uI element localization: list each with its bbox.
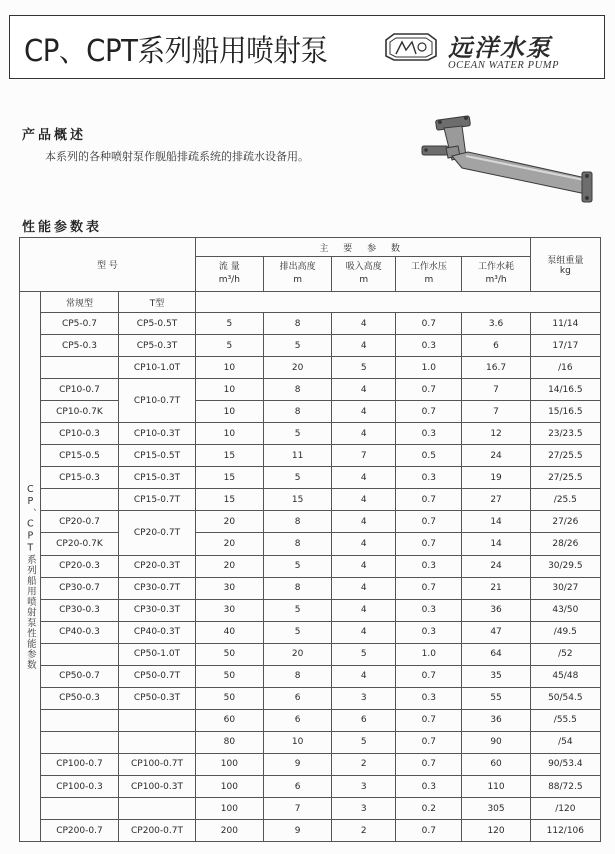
cell-regular-model: CP40-0.3 — [40, 621, 119, 643]
cell-head: 6 — [263, 709, 331, 731]
cell-head: 10 — [263, 731, 331, 753]
cell-flow: 30 — [195, 599, 263, 621]
cell-suction: 3 — [332, 798, 396, 820]
cell-pressure: 0.7 — [396, 533, 462, 555]
cell-head: 5 — [263, 621, 331, 643]
cell-water-consumption: 16.7 — [462, 357, 530, 379]
cell-t-model: CP100-0.7T — [119, 753, 196, 775]
table-row — [20, 665, 601, 687]
suction-header — [332, 257, 396, 292]
cell-head: 6 — [263, 687, 331, 709]
table-row — [20, 533, 601, 555]
cell-t-model: CP200-0.7T — [119, 820, 196, 842]
cell-suction: 3 — [332, 775, 396, 797]
cell-t-model: CP100-0.3T — [119, 775, 196, 797]
cell-weight: 23/23.5 — [530, 423, 600, 445]
cell-suction: 4 — [332, 555, 396, 577]
cell-t-model — [119, 709, 196, 731]
table-row — [20, 423, 601, 445]
cell-weight: 112/106 — [530, 820, 600, 842]
cell-t-model: CP10-1.0T — [119, 357, 196, 379]
cell-flow: 100 — [195, 798, 263, 820]
cell-suction: 4 — [332, 313, 396, 335]
cell-t-model: CP15-0.7T — [119, 489, 196, 511]
cell-weight: 45/48 — [530, 665, 600, 687]
cell-pressure: 0.5 — [396, 445, 462, 467]
cell-regular-model: CP10-0.3 — [40, 423, 119, 445]
cell-suction: 5 — [332, 731, 396, 753]
cell-head: 8 — [263, 313, 331, 335]
flow-header — [195, 257, 263, 292]
cell-water-consumption: 110 — [462, 775, 530, 797]
regular-type-header: 常规型 — [40, 292, 119, 313]
cell-t-model: CP10-0.3T — [119, 423, 196, 445]
cell-regular-model: CP5-0.3 — [40, 335, 119, 357]
cell-pressure: 0.7 — [396, 709, 462, 731]
cell-pressure: 0.3 — [396, 555, 462, 577]
table-row — [20, 511, 601, 533]
cell-pressure: 0.2 — [396, 798, 462, 820]
cell-head: 8 — [263, 665, 331, 687]
cell-weight: 30/27 — [530, 577, 600, 599]
cell-suction: 4 — [332, 335, 396, 357]
table-row — [20, 798, 601, 820]
cell-water-consumption: 64 — [462, 643, 530, 665]
table-row — [20, 401, 601, 423]
cell-regular-model: CP20-0.3 — [40, 555, 119, 577]
cell-flow: 100 — [195, 775, 263, 797]
cell-weight: 27/25.5 — [530, 467, 600, 489]
cell-head: 8 — [263, 401, 331, 423]
cell-regular-model — [40, 643, 119, 665]
cell-water-consumption: 7 — [462, 379, 530, 401]
cell-water-consumption: 7 — [462, 401, 530, 423]
cell-flow: 60 — [195, 709, 263, 731]
cell-suction: 4 — [332, 665, 396, 687]
suction-header-unit: m — [359, 275, 369, 285]
cell-t-model — [119, 731, 196, 753]
cell-water-consumption: 27 — [462, 489, 530, 511]
cell-suction: 2 — [332, 753, 396, 775]
cell-suction: 4 — [332, 599, 396, 621]
cell-water-consumption: 35 — [462, 665, 530, 687]
cell-water-consumption: 3.6 — [462, 313, 530, 335]
cell-flow: 200 — [195, 820, 263, 842]
cell-weight: 27/25.5 — [530, 445, 600, 467]
brand-name-en: OCEAN WATER PUMP — [448, 60, 560, 71]
table-row — [20, 599, 601, 621]
ejector-pump-illustration — [418, 112, 608, 212]
head-header-label: 排出高度 — [279, 262, 316, 272]
cell-flow: 15 — [195, 467, 263, 489]
cell-flow: 10 — [195, 423, 263, 445]
cell-regular-model — [40, 798, 119, 820]
cell-water-consumption: 19 — [462, 467, 530, 489]
cell-flow: 40 — [195, 621, 263, 643]
cell-pressure: 0.3 — [396, 775, 462, 797]
cell-flow: 10 — [195, 401, 263, 423]
cell-t-model: CP50-1.0T — [119, 643, 196, 665]
cell-suction: 4 — [332, 511, 396, 533]
weight-header — [530, 238, 600, 292]
cell-flow: 10 — [195, 357, 263, 379]
cell-flow: 50 — [195, 687, 263, 709]
table-row — [20, 709, 601, 731]
cell-t-model: CP20-0.3T — [119, 555, 196, 577]
cell-pressure: 0.3 — [396, 621, 462, 643]
pressure-header — [396, 257, 462, 292]
cell-water-consumption: 90 — [462, 731, 530, 753]
cell-regular-model: CP50-0.3 — [40, 687, 119, 709]
t-type-header: T型 — [119, 292, 196, 313]
cell-pressure: 0.7 — [396, 379, 462, 401]
cell-suction: 4 — [332, 577, 396, 599]
cell-pressure: 0.3 — [396, 423, 462, 445]
cell-pressure: 0.7 — [396, 753, 462, 775]
cell-water-consumption: 120 — [462, 820, 530, 842]
sidebar-top-cell — [20, 292, 41, 313]
weight-header-unit: kg — [559, 266, 571, 276]
cell-t-model — [119, 798, 196, 820]
cell-regular-model: CP20-0.7 — [40, 511, 119, 533]
cell-weight: 90/53.4 — [530, 753, 600, 775]
pressure-header-label: 工作水压 — [410, 262, 447, 272]
cell-water-consumption: 36 — [462, 599, 530, 621]
cell-flow: 20 — [195, 533, 263, 555]
cell-flow: 80 — [195, 731, 263, 753]
cell-water-consumption: 305 — [462, 798, 530, 820]
cell-suction: 7 — [332, 445, 396, 467]
table-row — [20, 731, 601, 753]
table-sidebar-text: CP、CPT系列船用喷射泵性能参数 — [24, 483, 36, 670]
cell-regular-model — [40, 489, 119, 511]
cell-pressure: 0.3 — [396, 599, 462, 621]
main-params-header: 主 要 参 数 — [195, 238, 530, 257]
water-header-unit: m³/h — [485, 275, 507, 285]
cell-regular-model: CP5-0.7 — [40, 313, 119, 335]
cell-pressure: 0.3 — [396, 467, 462, 489]
cell-weight: /49.5 — [530, 621, 600, 643]
cell-weight: /16 — [530, 357, 600, 379]
cell-suction: 4 — [332, 621, 396, 643]
cell-flow: 30 — [195, 577, 263, 599]
cell-head: 11 — [263, 445, 331, 467]
cell-weight: 15/16.5 — [530, 401, 600, 423]
cell-weight: /120 — [530, 798, 600, 820]
cell-suction: 4 — [332, 533, 396, 555]
cell-weight: 88/72.5 — [530, 775, 600, 797]
cell-suction: 4 — [332, 401, 396, 423]
cell-flow: 50 — [195, 643, 263, 665]
cell-pressure: 0.7 — [396, 313, 462, 335]
overview-text: 本系列的各种喷射泵作舰船排疏系统的排疏水设备用。 — [45, 150, 309, 163]
cell-suction: 4 — [332, 379, 396, 401]
cell-t-model: CP15-0.3T — [119, 467, 196, 489]
cell-weight: 43/50 — [530, 599, 600, 621]
cell-weight: /52 — [530, 643, 600, 665]
cell-t-model: CP30-0.7T — [119, 577, 196, 599]
table-row — [20, 643, 601, 665]
cell-t-model: CP30-0.3T — [119, 599, 196, 621]
overview-heading: 产品概述 — [22, 128, 87, 143]
cell-regular-model: CP10-0.7K — [40, 401, 119, 423]
cell-suction: 2 — [332, 820, 396, 842]
cell-head: 20 — [263, 643, 331, 665]
cell-head: 5 — [263, 423, 331, 445]
brand-name-cn: 远洋水泵 — [448, 33, 552, 62]
cell-pressure: 0.7 — [396, 665, 462, 687]
water-header-label: 工作水耗 — [478, 262, 515, 272]
cell-flow: 50 — [195, 665, 263, 687]
cell-regular-model: CP30-0.3 — [40, 599, 119, 621]
cell-pressure: 1.0 — [396, 643, 462, 665]
cell-head: 5 — [263, 555, 331, 577]
table-row — [20, 489, 601, 511]
cell-head: 5 — [263, 467, 331, 489]
flow-header-label: 流 量 — [218, 262, 240, 272]
cell-regular-model: CP10-0.7 — [40, 379, 119, 401]
cell-suction: 5 — [332, 643, 396, 665]
cell-weight: 11/14 — [530, 313, 600, 335]
cell-head: 8 — [263, 533, 331, 555]
cell-weight: 28/26 — [530, 533, 600, 555]
cell-t-model: CP10-0.7T — [119, 379, 196, 423]
cell-pressure: 0.7 — [396, 731, 462, 753]
cell-head: 7 — [263, 798, 331, 820]
cell-flow: 10 — [195, 379, 263, 401]
cell-regular-model — [40, 709, 119, 731]
table-sidebar-label — [20, 313, 41, 842]
cell-head: 8 — [263, 577, 331, 599]
cell-regular-model — [40, 731, 119, 753]
cell-water-consumption: 6 — [462, 335, 530, 357]
cell-regular-model: CP15-0.5 — [40, 445, 119, 467]
head-header-unit: m — [293, 275, 302, 285]
cell-water-consumption: 24 — [462, 445, 530, 467]
cell-weight: /54 — [530, 731, 600, 753]
cell-pressure: 0.3 — [396, 335, 462, 357]
cell-head: 6 — [263, 775, 331, 797]
cell-suction: 4 — [332, 489, 396, 511]
cell-weight: 27/26 — [530, 511, 600, 533]
cell-t-model: CP50-0.3T — [119, 687, 196, 709]
cell-flow: 20 — [195, 511, 263, 533]
cell-pressure: 0.3 — [396, 687, 462, 709]
cell-pressure: 0.7 — [396, 401, 462, 423]
cell-water-consumption: 21 — [462, 577, 530, 599]
cell-weight: /25.5 — [530, 489, 600, 511]
company-logo-emblem — [382, 30, 440, 64]
cell-water-consumption: 24 — [462, 555, 530, 577]
cell-head: 5 — [263, 599, 331, 621]
cell-flow: 100 — [195, 753, 263, 775]
cell-suction: 5 — [332, 357, 396, 379]
cell-flow: 20 — [195, 555, 263, 577]
cell-water-consumption: 60 — [462, 753, 530, 775]
cell-suction: 4 — [332, 423, 396, 445]
table-row — [20, 820, 601, 842]
page-header — [9, 15, 605, 79]
cell-flow: 5 — [195, 313, 263, 335]
table-row — [20, 313, 601, 335]
cell-weight: 50/54.5 — [530, 687, 600, 709]
cell-t-model: CP15-0.5T — [119, 445, 196, 467]
cell-suction: 3 — [332, 687, 396, 709]
cell-head: 9 — [263, 820, 331, 842]
cell-regular-model: CP100-0.3 — [40, 775, 119, 797]
cell-water-consumption: 47 — [462, 621, 530, 643]
table-row — [20, 379, 601, 401]
cell-flow: 15 — [195, 445, 263, 467]
page-title: CP、CPT系列船用喷射泵 — [24, 34, 328, 69]
cell-weight: /55.5 — [530, 709, 600, 731]
weight-header-label: 泵组重量 — [547, 256, 584, 266]
cell-t-model: CP5-0.3T — [119, 335, 196, 357]
cell-pressure: 0.7 — [396, 489, 462, 511]
table-row — [20, 687, 601, 709]
table-row — [20, 335, 601, 357]
cell-weight: 17/17 — [530, 335, 600, 357]
cell-pressure: 0.7 — [396, 820, 462, 842]
cell-regular-model: CP20-0.7K — [40, 533, 119, 555]
cell-regular-model: CP50-0.7 — [40, 665, 119, 687]
header-filler — [195, 292, 600, 313]
cell-t-model: CP50-0.7T — [119, 665, 196, 687]
cell-t-model: CP20-0.7T — [119, 511, 196, 555]
cell-pressure: 0.7 — [396, 511, 462, 533]
table-heading: 性能参数表 — [22, 220, 103, 235]
water-header — [462, 257, 530, 292]
cell-head: 8 — [263, 511, 331, 533]
table-row — [20, 357, 601, 379]
table-row — [20, 577, 601, 599]
performance-table — [19, 237, 601, 842]
cell-water-consumption: 36 — [462, 709, 530, 731]
table-row — [20, 753, 601, 775]
head-header — [263, 257, 331, 292]
cell-head: 9 — [263, 753, 331, 775]
cell-flow: 15 — [195, 489, 263, 511]
cell-head: 20 — [263, 357, 331, 379]
table-row — [20, 445, 601, 467]
cell-t-model: CP5-0.5T — [119, 313, 196, 335]
cell-pressure: 1.0 — [396, 357, 462, 379]
table-row — [20, 467, 601, 489]
cell-suction: 4 — [332, 467, 396, 489]
model-header: 型 号 — [20, 238, 196, 292]
cell-regular-model: CP200-0.7 — [40, 820, 119, 842]
cell-weight: 14/16.5 — [530, 379, 600, 401]
cell-t-model: CP40-0.3T — [119, 621, 196, 643]
cell-head: 8 — [263, 379, 331, 401]
cell-head: 5 — [263, 335, 331, 357]
cell-regular-model: CP100-0.7 — [40, 753, 119, 775]
cell-regular-model: CP15-0.3 — [40, 467, 119, 489]
table-row — [20, 621, 601, 643]
table-row — [20, 775, 601, 797]
cell-weight: 30/29.5 — [530, 555, 600, 577]
table-row — [20, 555, 601, 577]
performance-table-body — [20, 313, 601, 842]
cell-water-consumption: 12 — [462, 423, 530, 445]
cell-suction: 6 — [332, 709, 396, 731]
cell-water-consumption: 55 — [462, 687, 530, 709]
cell-regular-model — [40, 357, 119, 379]
cell-flow: 5 — [195, 335, 263, 357]
suction-header-label: 吸入高度 — [345, 262, 382, 272]
cell-water-consumption: 14 — [462, 533, 530, 555]
cell-head: 15 — [263, 489, 331, 511]
cell-regular-model: CP30-0.7 — [40, 577, 119, 599]
cell-pressure: 0.7 — [396, 577, 462, 599]
pressure-header-unit: m — [424, 275, 434, 285]
flow-header-unit: m³/h — [218, 275, 240, 285]
cell-water-consumption: 14 — [462, 511, 530, 533]
